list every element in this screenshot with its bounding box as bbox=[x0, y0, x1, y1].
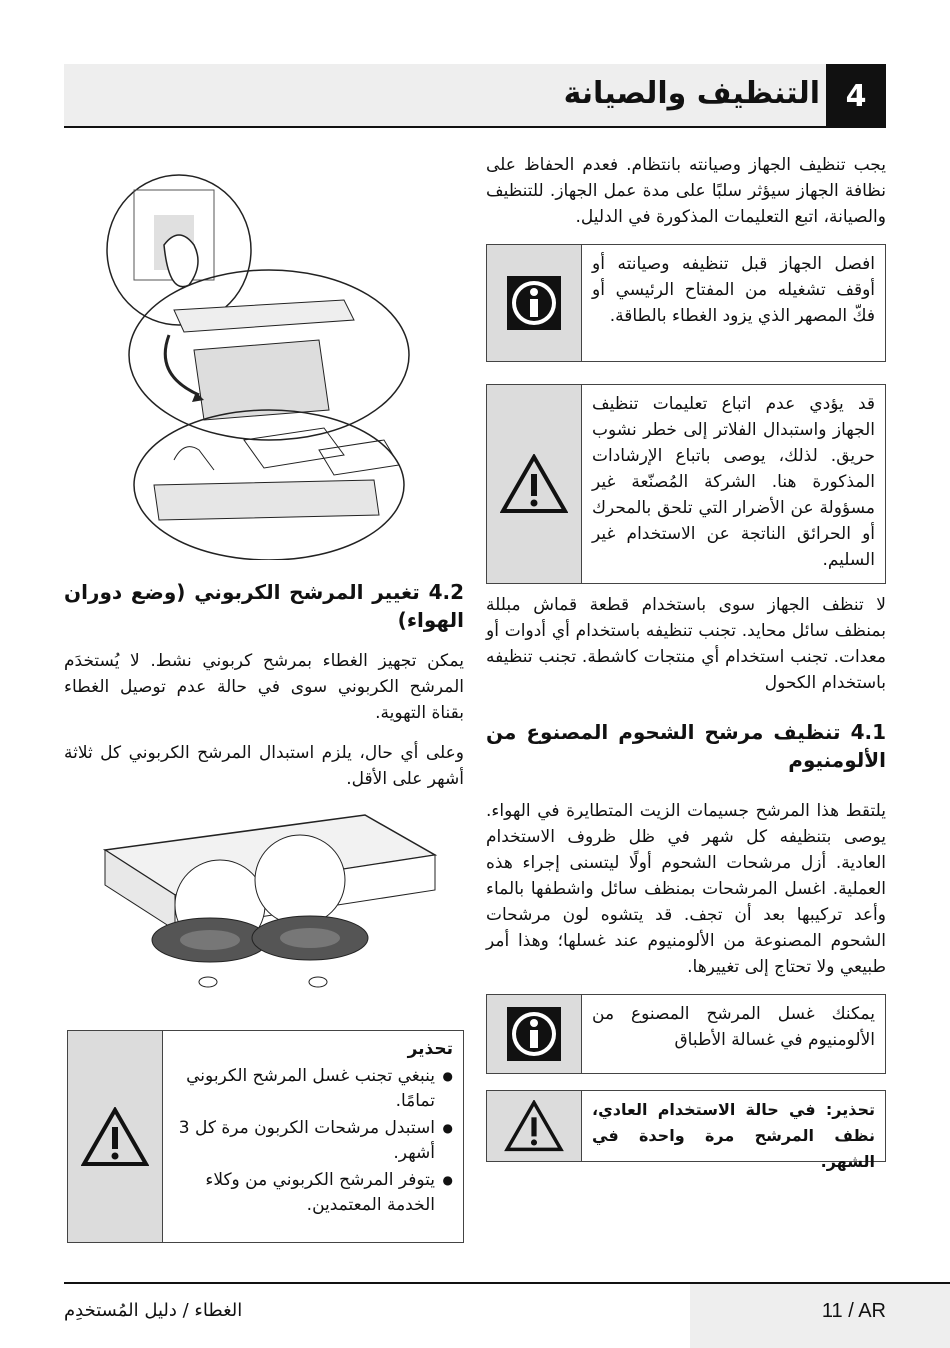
chapter-title: التنظيف والصيانة bbox=[563, 76, 820, 111]
info-icon bbox=[487, 245, 582, 361]
carbon-filter-warning-box bbox=[67, 1030, 464, 1243]
section-4-1-title: 4.1 تنظيف مرشح الشحوم المصنوع من الألومنيوم bbox=[486, 720, 886, 772]
right-column bbox=[486, 152, 886, 1172]
warning-box-monthly-text: تحذير: في حالة الاستخدام العادي، نظف المرشح مرة واحدة في الشهر. bbox=[592, 1100, 875, 1171]
info-box-dishwasher bbox=[486, 994, 886, 1074]
list-item: ● يتوفر المرشح الكربوني من وكلاء الخدمة المعتمدين. bbox=[173, 1168, 453, 1218]
list-item: ● استبدل مرشحات الكربون مرة كل 3 أشهر. bbox=[173, 1116, 453, 1166]
section-4-2-title: 4.2 تغيير المرشح الكربوني (وضع دوران الهواء) bbox=[64, 580, 464, 632]
filter-removal-illustration bbox=[104, 160, 434, 560]
intro-paragraph: يجب تنظيف الجهاز وصيانته بانتظام. فعدم الحفاظ على نظافة الجهاز سيؤثر سلبًا على مدة عمل الجهاز. للتنظيف والصيانة، اتبع التعليمات المذكورة في الدليل. bbox=[486, 155, 886, 227]
footer-page-band bbox=[690, 1284, 950, 1348]
left-column bbox=[64, 578, 464, 806]
section-4-1-text: يلتقط هذا المرشح جسيمات الزيت المتطايرة في الهواء. يوصى بتنظيفه كل شهر في ظل ظروف الاستخدام العادية. أزل مرشحات الشحوم أولًا ليتسنى إجراء هذه العملية. اغسل المرشحات بمنظف سائل واشطفها بالماء وأعد تركيبها بعد أن تجف. قد يتشوه لون مرشحات الشحوم المصنوعة من الألومنيوم عند غسلها؛ وهذا أمر طبيعي ولا تحتاج إلى تغييرها. bbox=[486, 801, 886, 977]
list-item: ● ينبغي تجنب غسل المرشح الكربوني تمامًا. bbox=[173, 1064, 453, 1114]
footer-manual-name: الغطاء / دليل المُستخدِم bbox=[64, 1300, 243, 1321]
warning-box-text: قد يؤدي عدم اتباع تعليمات تنظيف الجهاز واستبدال الفلاتر إلى خطر نشوب حريق. لذلك، يوصى باتباع الإرشادات المذكورة هنا. الشركة المُصنّعة غير مسؤولة عن الأضرار التي تلحق بالمحرك أو الحرائق الناتجة عن الاستخدام غير السليم. bbox=[592, 394, 875, 570]
warning-triangle-icon bbox=[487, 385, 582, 583]
carbon-warning-content bbox=[163, 1031, 463, 1242]
page-number: 11 / AR bbox=[821, 1300, 886, 1322]
warning-box-monthly bbox=[486, 1090, 886, 1171]
info-box-text: افصل الجهاز قبل تنظيفه وصيانته أو أوقف تشغيله من المفتاح الرئيسي أو فكّ المصهر الذي يزود الغطاء بالطاقة. bbox=[592, 254, 875, 326]
warning-box-fire bbox=[486, 384, 886, 584]
info-box-dishwasher-text: يمكنك غسل المرشح المصنوع من الألومنيوم في غسالة الأطباق bbox=[592, 1004, 875, 1050]
carbon-filter-illustration bbox=[100, 810, 440, 1000]
warning-triangle-icon bbox=[487, 1091, 582, 1161]
carbon-warning-list bbox=[173, 1064, 453, 1218]
info-box-disconnect bbox=[486, 244, 886, 362]
cleaning-paragraph: لا تنظف الجهاز سوى باستخدام قطعة قماش مبللة بمنظف سائل محايد. تجنب تنظيفه باستخدام أي أدوات أو معدات. تجنب استخدام أي منتجات كاشطة. تجنب تنظيفه باستخدام الكحول bbox=[486, 595, 886, 693]
chapter-number: 4 bbox=[826, 64, 886, 128]
section-4-2-text-2: وعلى أي حال، يلزم استبدال المرشح الكربوني كل ثلاثة أشهر على الأقل. bbox=[64, 743, 464, 789]
section-4-2-text-1: يمكن تجهيز الغطاء بمرشح كربوني نشط. لا يُستخدَم المرشح الكربوني سوى في حالة عدم توصيل الغطاء بقناة التهوية. bbox=[64, 651, 464, 723]
info-icon bbox=[487, 995, 582, 1073]
warning-triangle-icon bbox=[68, 1031, 163, 1242]
chapter-header bbox=[64, 64, 886, 128]
carbon-warning-title: تحذير bbox=[407, 1039, 453, 1059]
